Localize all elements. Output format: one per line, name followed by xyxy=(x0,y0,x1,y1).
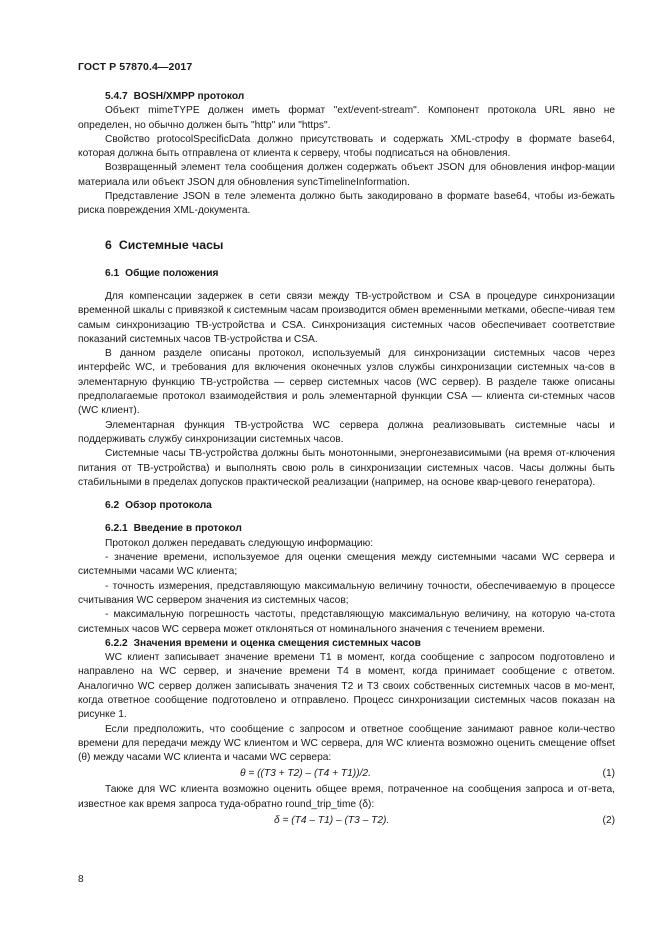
section-number: 6.2.2 xyxy=(105,637,128,649)
paragraph: Для компенсации задержек в сети связи между ТВ-устройством и CSA в процедуре синхронизации временной шкалы с привязкой к системным часам производится обмен временными метками, обеспе-чивая тем самым синхронизацию ТВ-устройства и CSA. Синхронизация системных часов обеспечивает соответствие показаний системных часов ТВ-устройства и CSA. xyxy=(78,290,615,345)
paragraph: Также для WC клиента возможно оценить общее время, потраченное на сообщения запроса и от-вета, известное как время запроса туда-обратно round_trip_time (δ): xyxy=(78,784,615,810)
section-6-2-2-heading xyxy=(78,637,615,651)
paragraph: Элементарная функция ТВ-устройства WC сервера должна реализовывать системные часы и поддерживать службу синхронизации системных часов. xyxy=(78,419,615,445)
section-number: 6.2 xyxy=(105,500,120,512)
paragraph: WC клиент записывает значение времени Т1 в момент, когда сообщение с запросом подготовлено и направлено на WC сервер, и значение времени Т4 в момент, когда принимает сообщение с ответом. Аналогично WC сервер должен записывать значения Т2 и Т3 своих собственных системных часов в мо-мент, когда ответное сообщение подготовлено и отправлено. Процесс синхронизации системных часов показан на рисунке 1. xyxy=(78,652,615,721)
list-item: - точность измерения, представляющую максимальную величину точности, обеспечиваемую в процессе считывания WC сервером значения из системных часов; xyxy=(78,580,615,606)
section-title: Общие положения xyxy=(125,267,219,279)
standard-header: ГОСТ Р 57870.4—2017 xyxy=(78,61,193,73)
section-title: Обзор протокола xyxy=(125,500,212,512)
page-content xyxy=(78,90,615,830)
section-number: 6.1 xyxy=(105,267,120,279)
section-5-4-7-heading xyxy=(78,90,615,104)
formula-number: (1) xyxy=(602,768,615,780)
paragraph: Возвращенный элемент тела сообщения должен содержать объект JSON для обновления инфор-мации материала или объект JSON для обновления syncTimelineInformation. xyxy=(78,162,615,188)
paragraph: В данном разделе описаны протокол, используемый для синхронизации системных часов через интерфейс WC, и требования для включения оконечных узлов службы синхронизации системных ча-сов в элементарную функцию ТВ-устройства — сервер системных часов (WC сервер). В разделе также описаны предполагаемые протокол взаимодействия и роль элементарной функции CSA — клиента си-стемных часов (WC клиент). xyxy=(78,348,615,417)
section-number: 5.4.7 xyxy=(105,91,128,102)
section-number: 6 xyxy=(105,237,112,252)
section-title: BOSH/XMPP протокол xyxy=(133,91,245,102)
paragraph: Протокол должен передавать следующую информацию: xyxy=(105,537,374,549)
paragraph: Системные часы ТВ-устройства должны быть монотонными, энергонезависимыми (на время от-ключения питания от ТВ-устройства) и выполнять свою роль в синхронизации системных часов. Часы должны быть стабильными в пределах допусков практической реализации (например, на основе квар-цевого генератора). xyxy=(78,448,615,488)
section-title: Системные часы xyxy=(118,237,224,252)
formula-number: (2) xyxy=(602,815,615,827)
formula-expression: δ = (T4 – T1) – (T3 – T2). xyxy=(274,815,390,827)
section-6-2-1-heading xyxy=(78,522,615,536)
paragraph: Если предположить, что сообщение с запросом и ответное сообщение занимают равное коли-чество времени для передачи между WC клиентом и WC сервера, для WC клиента возможно оценить смещение offset (θ) между часами WC клиента и часами WC сервера: xyxy=(78,723,615,764)
list-item: - значение времени, используемое для оценки смещения между системными часами WC сервера и системными часами WC клиента; xyxy=(78,552,615,578)
formula-expression: θ = ((T3 + T2) – (T4 + T1))/2. xyxy=(240,768,371,780)
page-number: 8 xyxy=(78,874,84,885)
section-6-2-heading xyxy=(78,499,615,513)
section-number: 6.2.1 xyxy=(105,523,128,535)
formula-round-trip xyxy=(78,812,615,830)
list-item: - максимальную погрешность частоты, представляющую максимальную величину, на которую ча-стота системных часов WC сервера может отклоняться от номинального значения с течением времени. xyxy=(78,609,615,635)
paragraph: Представление JSON в теле элемента должно быть закодировано в формате base64, чтобы из-бежать риска повреждения XML-документа. xyxy=(78,191,615,217)
section-title: Введение в протокол xyxy=(133,523,242,535)
formula-offset xyxy=(78,765,615,783)
paragraph: Объект mimeTYPE должен иметь формат "ext/event-stream". Компонент протокола URL явно не определен, но обычно должен быть "http" или "https". xyxy=(78,105,615,131)
paragraph: Свойство protocolSpecificData должно присутствовать и содержать XML-строфу в формате base64, которая должна быть отправлена от клиента к серверу, чтобы подписаться на обновления. xyxy=(78,133,615,160)
section-6-heading xyxy=(78,237,615,253)
section-6-1-heading xyxy=(78,267,615,281)
section-title: Значения времени и оценка смещения системных часов xyxy=(133,637,421,649)
